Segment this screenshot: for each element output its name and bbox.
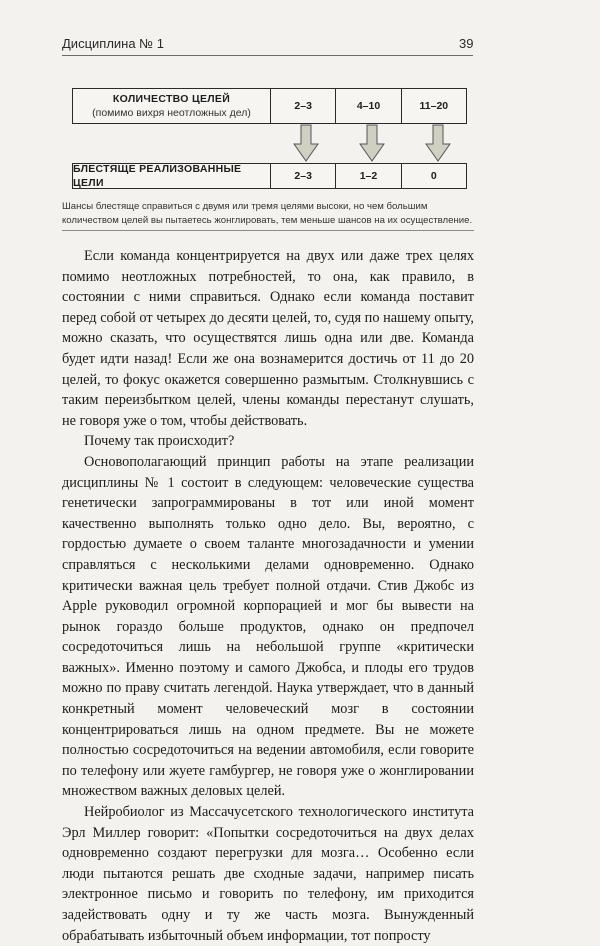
header-rule <box>62 55 473 56</box>
paragraph: Почему так происходит? <box>84 433 235 450</box>
achieved-goals-value: 1–2 <box>336 164 401 188</box>
paragraph: Нейробиолог из Массачусетского технологического института Эрл Миллер говорит: «Попытки сосредоточиться на двух делах одновременно создают перегрузки для мозга… Особенно если люди пытаются решать две сходные задачи, например писать электронное письмо и говорить по телефону, им приходится задействовать одну и ту же часть мозга. Вынужденный обрабатывать избыточный объем информации, тот попросту <box>62 804 474 944</box>
achieved-goals-label <box>73 164 271 188</box>
page-number: 39 <box>459 36 474 51</box>
goals-count-subtitle: (помимо вихря неотложных дел) <box>92 107 251 119</box>
figure-caption: Шансы блестяще справиться с двумя или тремя целями высоки, но чем большим количеством целей вы пытаетесь жонглировать, тем меньше шансов на их осуществление. <box>62 201 473 226</box>
down-arrow-icon <box>359 124 385 162</box>
goals-count-value: 4–10 <box>336 89 401 123</box>
caption-rule <box>62 230 474 231</box>
goals-count-label <box>73 89 271 123</box>
down-arrow-icon <box>293 124 319 162</box>
goals-count-value: 2–3 <box>271 89 336 123</box>
down-arrow-icon <box>425 124 451 162</box>
achieved-goals-value: 0 <box>430 170 437 182</box>
achieved-goals-title: БЛЕСТЯЩЕ РЕАЛИЗОВАННЫЕ ЦЕЛИ <box>73 163 242 189</box>
body-text <box>62 246 474 946</box>
goals-count-title: КОЛИЧЕСТВО ЦЕЛЕЙ <box>112 93 231 105</box>
goals-count-value: 11–20 <box>419 100 449 112</box>
goals-count-row <box>72 88 467 124</box>
paragraph: Основополагающий принцип работы на этапе реализации дисциплины № 1 состоит в следующем: человеческие существа генетически запрограммированы в тот или иной момент качественно выполнять только одно дело. Вы, вероятно, с гордостью думаете о своем таланте многозадачности и умении справляться с несколькими делами одновременно. Однако критически важная цель требует полной отдачи. Стив Джобс из Apple руководил огромной корпорацией и мог бы вывести на рынок гораздо больше продуктов, однако он предпочел сосредоточиться лишь на небольшой группе «критически важных». Именно поэтому и самого Джобса, и плоды его трудов можно по праву считать легендой. Наука утверждает, что в данный конкретный момент человеческий мозг в состоянии концентрироваться лишь на одном предмете. Вы не можете полностью сосредоточиться на ведении автомобиля, если говорите по телефону или жуете гамбургер, не говоря уже о жонглировании множеством важных деловых целей. <box>62 453 474 800</box>
paragraph: Если команда концентрируется на двух или даже трех целях помимо неотложных потребностей, то она, как правило, в состоянии с ними справиться. Однако если команда поставит перед собой от четырех до десяти целей, то, судя по нашему опыту, можно сказать, что осуществятся лишь одна или две. Команда будет идти назад! Если же она вознамерится достичь от 11 до 20 целей, то фокус окажется совершенно размытым. Столкнувшись с таким переизбытком целей, члены команды перестанут слушать, не говоря уже о том, чтобы действовать. <box>62 248 474 429</box>
achieved-goals-row <box>72 163 467 189</box>
running-head: Дисциплина № 1 <box>62 36 164 51</box>
achieved-goals-value: 2–3 <box>271 164 336 188</box>
